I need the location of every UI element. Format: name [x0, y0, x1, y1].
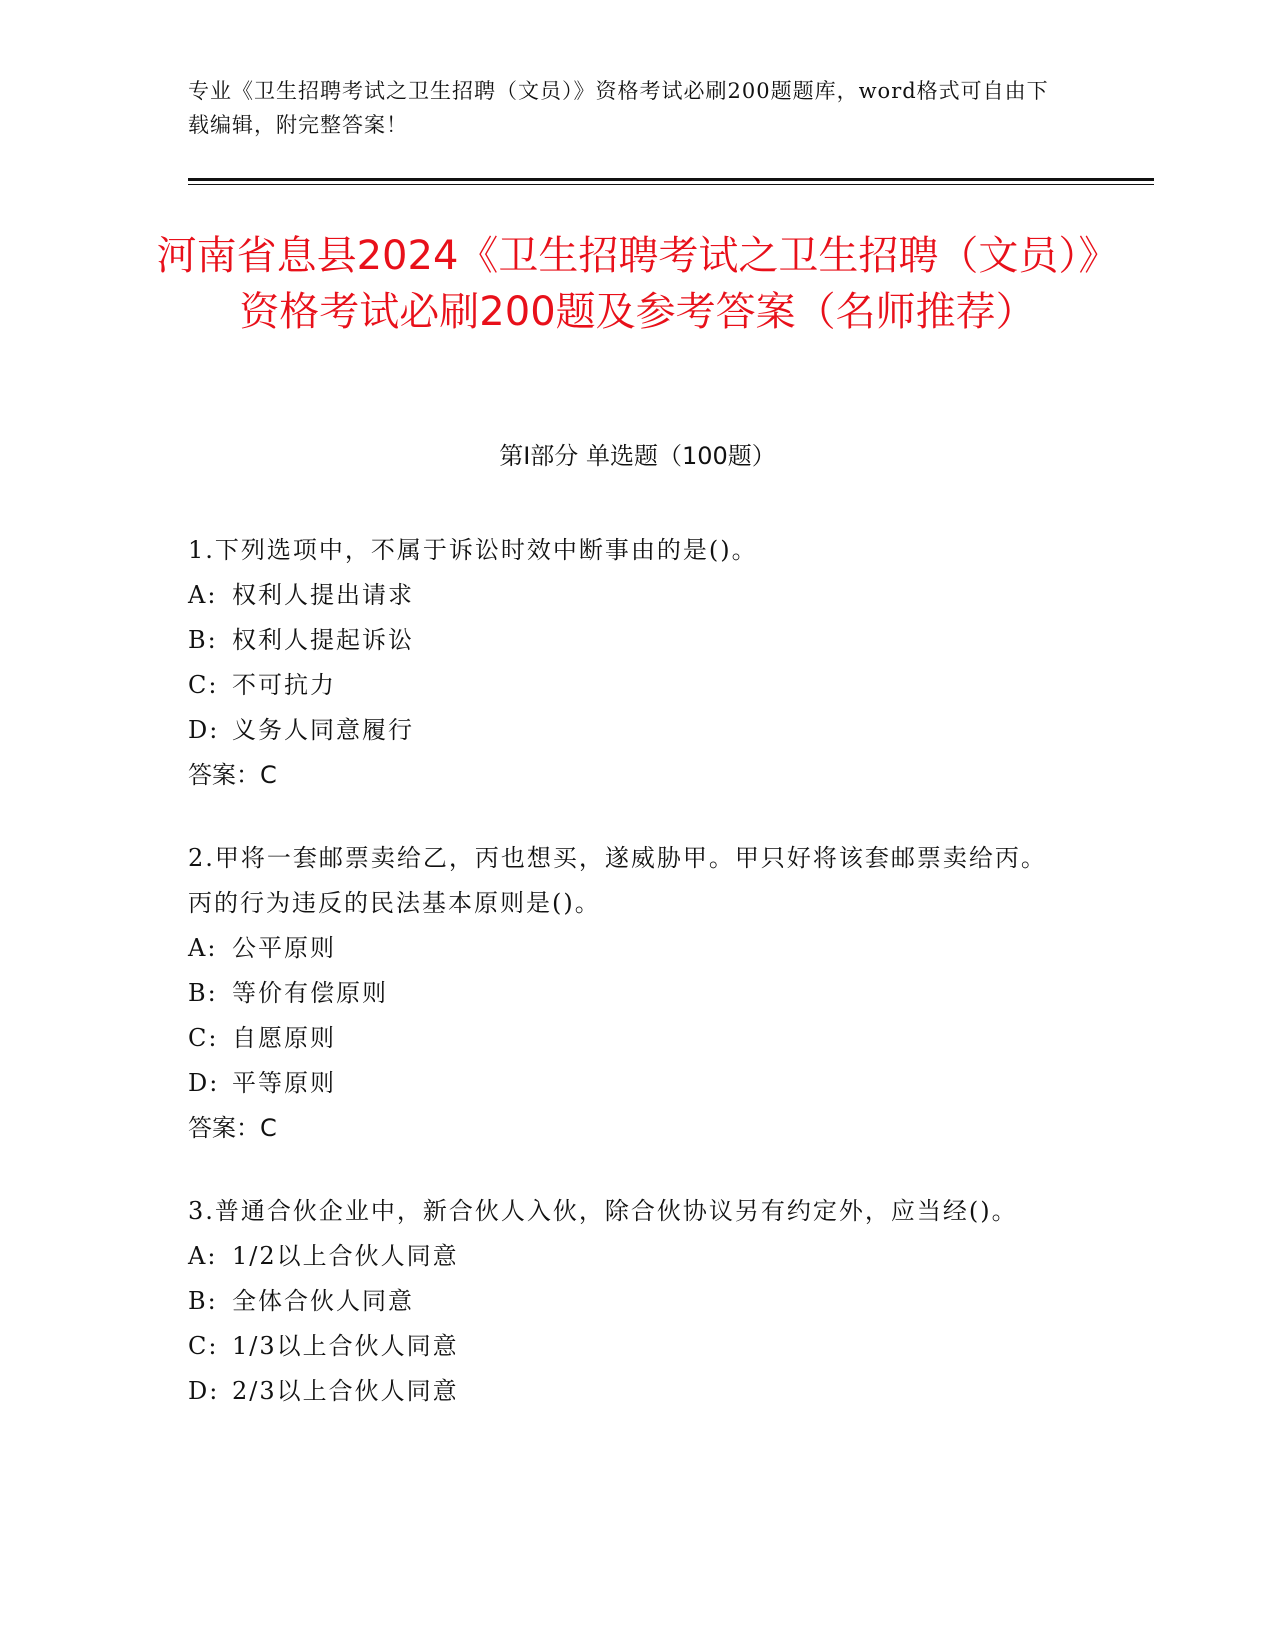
option-c — [188, 663, 1068, 708]
header-rule-thick — [188, 178, 1154, 181]
option-a — [188, 573, 1068, 618]
option-letter: B: — [188, 1287, 218, 1315]
question-list — [188, 528, 1068, 1452]
option-d — [188, 1061, 1068, 1106]
option-c — [188, 1324, 1068, 1369]
question-1 — [188, 528, 1068, 798]
option-letter: D: — [188, 716, 220, 744]
option-letter: A: — [188, 581, 218, 609]
option-text: 全体合伙人同意 — [232, 1287, 414, 1315]
option-letter: A: — [188, 1242, 218, 1270]
option-text: 1/3以上合伙人同意 — [232, 1332, 459, 1360]
option-text: 权利人提出请求 — [232, 581, 414, 609]
option-text: 2/3以上合伙人同意 — [232, 1377, 459, 1405]
option-letter: C: — [188, 671, 219, 699]
section-heading: 第Ⅰ部分 单选题（100题） — [499, 442, 776, 470]
option-c — [188, 1016, 1068, 1061]
option-text: 自愿原则 — [232, 1024, 336, 1052]
option-text: 权利人提起诉讼 — [232, 626, 414, 654]
option-letter: B: — [188, 626, 218, 654]
option-d — [188, 708, 1068, 753]
option-letter: A: — [188, 934, 218, 962]
option-letter: D: — [188, 1377, 220, 1405]
option-letter: D: — [188, 1069, 220, 1097]
option-text: 义务人同意履行 — [232, 716, 414, 744]
document-title: 河南省息县2024《卫生招聘考试之卫生招聘（文员）》资格考试必刷200题及参考答案（名师推荐） — [156, 233, 1119, 335]
option-text: 不可抗力 — [232, 671, 336, 699]
option-text: 公平原则 — [232, 934, 336, 962]
option-b — [188, 618, 1068, 663]
option-b — [188, 971, 1068, 1016]
question-2 — [188, 836, 1068, 1151]
option-text: 平等原则 — [232, 1069, 336, 1097]
answer-line: 答案：C — [188, 761, 277, 789]
option-letter: C: — [188, 1024, 219, 1052]
option-d — [188, 1369, 1068, 1414]
question-stem: 2.甲将一套邮票卖给乙，丙也想买，遂威胁甲。甲只好将该套邮票卖给丙。丙的行为违反的民法基本原则是()。 — [188, 844, 1047, 917]
option-letter: B: — [188, 979, 218, 1007]
option-letter: C: — [188, 1332, 219, 1360]
option-a — [188, 1234, 1068, 1279]
question-stem: 1.下列选项中，不属于诉讼时效中断事由的是()。 — [188, 536, 758, 564]
question-3 — [188, 1189, 1068, 1414]
option-a — [188, 926, 1068, 971]
answer-line: 答案：C — [188, 1114, 277, 1142]
option-b — [188, 1279, 1068, 1324]
question-stem: 3.普通合伙企业中，新合伙人入伙，除合伙协议另有约定外，应当经()。 — [188, 1197, 1018, 1225]
header-rule-thin — [188, 184, 1154, 185]
option-text: 1/2以上合伙人同意 — [232, 1242, 459, 1270]
header-note: 专业《卫生招聘考试之卫生招聘（文员）》资格考试必刷200题题库，word格式可自由下载编辑，附完整答案！ — [188, 79, 1049, 137]
option-text: 等价有偿原则 — [232, 979, 388, 1007]
